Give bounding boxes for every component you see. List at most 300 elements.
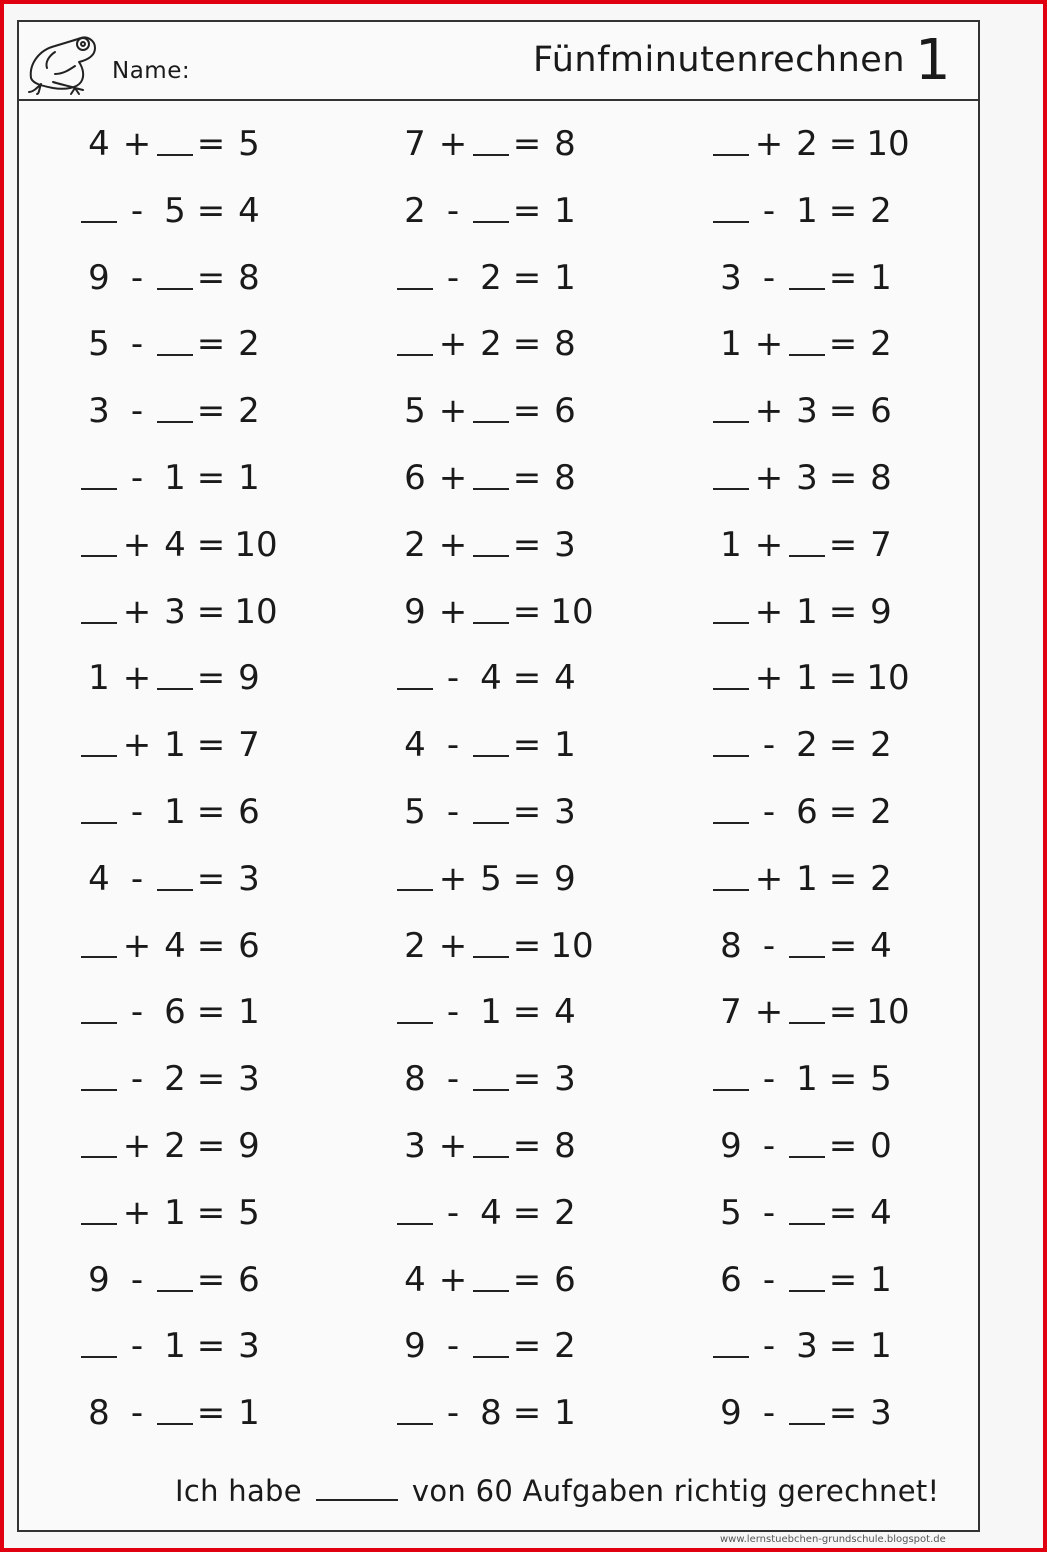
equals-sign: =: [828, 591, 858, 632]
operand-number: 2: [164, 1059, 186, 1100]
equals-sign: =: [512, 324, 542, 365]
operator-sign: -: [762, 792, 776, 832]
operator-sign: -: [130, 190, 144, 231]
math-problem: [397, 1320, 637, 1370]
operator-sign: +: [438, 124, 468, 164]
operator-sign: +: [122, 1126, 152, 1166]
score-sentence-end: von 60 Aufgaben richtig gerechnet!: [411, 1474, 940, 1508]
operand-number: 3: [796, 391, 818, 432]
operand-number: 6: [796, 792, 818, 832]
operand-number: 9: [88, 257, 110, 298]
answer-blank[interactable]: [473, 1256, 509, 1292]
operand-number: 4: [88, 124, 110, 164]
result-number: 6: [238, 1259, 260, 1300]
operator-sign: -: [762, 1059, 776, 1100]
math-problem: [397, 1120, 637, 1170]
equals-sign: =: [196, 257, 226, 298]
operand-number: 1: [796, 858, 818, 899]
operator-sign: +: [754, 458, 784, 498]
result-number: 3: [238, 1326, 260, 1367]
operand-number: 1: [720, 524, 742, 565]
result-number: 8: [870, 458, 892, 498]
answer-blank[interactable]: [473, 922, 509, 958]
operand-number: 1: [164, 792, 186, 832]
operand-number: 4: [404, 1259, 426, 1300]
problem-row: [19, 1120, 978, 1170]
math-problem: [397, 252, 637, 302]
problem-row: [19, 519, 978, 569]
equals-sign: =: [196, 925, 226, 966]
equals-sign: =: [512, 658, 542, 699]
answer-blank[interactable]: [473, 588, 509, 624]
equals-sign: =: [828, 1393, 858, 1434]
answer-blank[interactable]: [397, 1189, 433, 1225]
math-problem: [713, 519, 953, 569]
answer-blank[interactable]: [789, 1189, 825, 1225]
result-number: 5: [238, 124, 260, 164]
operator-sign: +: [122, 591, 152, 632]
operator-sign: -: [130, 458, 144, 498]
operator-sign: -: [446, 1393, 460, 1434]
result-number: 10: [866, 658, 910, 699]
operator-sign: +: [122, 925, 152, 966]
answer-blank[interactable]: [397, 320, 433, 356]
operator-sign: -: [762, 257, 776, 298]
equals-sign: =: [196, 1393, 226, 1434]
operand-number: 4: [480, 1192, 502, 1233]
result-number: 3: [554, 524, 576, 565]
equals-sign: =: [828, 1326, 858, 1367]
operator-sign: +: [438, 858, 468, 899]
result-number: 3: [554, 792, 576, 832]
result-number: 10: [866, 124, 910, 164]
math-problem: [713, 252, 953, 302]
result-number: 10: [550, 925, 594, 966]
result-number: 5: [238, 1192, 260, 1233]
answer-blank[interactable]: [713, 855, 749, 891]
operand-number: 6: [164, 992, 186, 1033]
operand-number: 9: [720, 1126, 742, 1166]
answer-blank[interactable]: [81, 187, 117, 223]
operator-sign: +: [438, 591, 468, 632]
answer-blank[interactable]: [473, 788, 509, 824]
operand-number: 2: [796, 725, 818, 766]
math-problem: [713, 920, 953, 970]
operand-number: 2: [480, 257, 502, 298]
answer-blank[interactable]: [397, 855, 433, 891]
operand-number: 8: [720, 925, 742, 966]
operand-number: 1: [88, 658, 110, 699]
equals-sign: =: [512, 1059, 542, 1100]
equals-sign: =: [828, 925, 858, 966]
math-problem: [713, 318, 953, 368]
result-number: 1: [554, 725, 576, 766]
answer-blank[interactable]: [81, 588, 117, 624]
equals-sign: =: [828, 992, 858, 1033]
math-problem: [397, 118, 637, 168]
operator-sign: +: [438, 1259, 468, 1300]
result-number: 3: [554, 1059, 576, 1100]
equals-sign: =: [196, 124, 226, 164]
result-number: 2: [870, 324, 892, 365]
answer-blank[interactable]: [473, 120, 509, 156]
operand-number: 1: [796, 591, 818, 632]
name-label: Name:: [112, 58, 191, 84]
operand-number: 7: [720, 992, 742, 1033]
website-credit: www.lernstuebchen-grundschule.blogspot.de: [720, 1534, 946, 1545]
answer-blank[interactable]: [473, 1055, 509, 1091]
operator-sign: +: [122, 124, 152, 164]
equals-sign: =: [196, 1326, 226, 1367]
operand-number: 2: [404, 524, 426, 565]
operand-number: 4: [480, 658, 502, 699]
problem-row: [19, 1387, 978, 1437]
operator-sign: -: [130, 1259, 144, 1300]
result-number: 5: [870, 1059, 892, 1100]
answer-blank[interactable]: [397, 654, 433, 690]
operator-sign: -: [446, 1192, 460, 1233]
result-number: 1: [870, 1259, 892, 1300]
equals-sign: =: [828, 792, 858, 832]
math-problem: [713, 118, 953, 168]
answer-blank[interactable]: [789, 254, 825, 290]
operator-sign: -: [762, 1192, 776, 1233]
equals-sign: =: [828, 458, 858, 498]
math-problem: [81, 318, 321, 368]
result-number: 6: [238, 925, 260, 966]
equals-sign: =: [512, 725, 542, 766]
operator-sign: -: [130, 1393, 144, 1434]
operand-number: 6: [404, 458, 426, 498]
problem-row: [19, 1254, 978, 1304]
math-problem: [397, 786, 637, 836]
operator-sign: +: [754, 992, 784, 1033]
operand-number: 2: [404, 190, 426, 231]
operator-sign: +: [438, 524, 468, 565]
result-number: 9: [238, 1126, 260, 1166]
answer-blank[interactable]: [789, 922, 825, 958]
problem-row: [19, 719, 978, 769]
answer-blank[interactable]: [713, 187, 749, 223]
equals-sign: =: [828, 1126, 858, 1166]
score-answer-blank[interactable]: [316, 1475, 398, 1501]
result-number: 4: [870, 925, 892, 966]
operator-sign: -: [446, 190, 460, 231]
equals-sign: =: [196, 591, 226, 632]
equals-sign: =: [512, 190, 542, 231]
operator-sign: -: [446, 1326, 460, 1367]
operator-sign: -: [130, 391, 144, 432]
math-problem: [397, 853, 637, 903]
answer-blank[interactable]: [789, 988, 825, 1024]
math-problem: [81, 118, 321, 168]
operand-number: 1: [796, 1059, 818, 1100]
math-problem: [713, 1120, 953, 1170]
result-number: 1: [238, 1393, 260, 1434]
operand-number: 3: [720, 257, 742, 298]
math-problem: [81, 452, 321, 502]
operator-sign: +: [438, 458, 468, 498]
equals-sign: =: [512, 1259, 542, 1300]
equals-sign: =: [512, 391, 542, 432]
operator-sign: -: [762, 725, 776, 766]
result-number: 10: [234, 524, 278, 565]
result-number: 10: [866, 992, 910, 1033]
equals-sign: =: [828, 1192, 858, 1233]
problem-row: [19, 385, 978, 435]
problem-row: [19, 986, 978, 1036]
result-number: 2: [238, 324, 260, 365]
operand-number: 9: [404, 591, 426, 632]
result-number: 1: [238, 992, 260, 1033]
math-problem: [713, 719, 953, 769]
answer-blank[interactable]: [789, 1256, 825, 1292]
page-title: Fünfminutenrechnen: [533, 40, 906, 80]
answer-blank[interactable]: [81, 1189, 117, 1225]
operator-sign: +: [754, 524, 784, 565]
operator-sign: +: [122, 658, 152, 699]
equals-sign: =: [196, 858, 226, 899]
math-problem: [397, 652, 637, 702]
answer-blank[interactable]: [713, 1322, 749, 1358]
operand-number: 5: [480, 858, 502, 899]
math-problem: [713, 1187, 953, 1237]
math-problem: [397, 986, 637, 1036]
result-number: 7: [238, 725, 260, 766]
operand-number: 4: [404, 725, 426, 766]
equals-sign: =: [512, 591, 542, 632]
operator-sign: -: [130, 257, 144, 298]
problem-row: [19, 252, 978, 302]
result-number: 3: [238, 1059, 260, 1100]
operand-number: 2: [164, 1126, 186, 1166]
equals-sign: =: [196, 1126, 226, 1166]
operand-number: 1: [796, 658, 818, 699]
result-number: 0: [870, 1126, 892, 1166]
answer-blank[interactable]: [713, 588, 749, 624]
math-problem: [81, 920, 321, 970]
math-problem: [81, 853, 321, 903]
result-number: 10: [550, 591, 594, 632]
result-number: 8: [238, 257, 260, 298]
equals-sign: =: [196, 1259, 226, 1300]
math-problem: [713, 1053, 953, 1103]
math-problem: [713, 986, 953, 1036]
operand-number: 9: [720, 1393, 742, 1434]
operator-sign: -: [762, 925, 776, 966]
operand-number: 1: [164, 458, 186, 498]
equals-sign: =: [828, 524, 858, 565]
math-problem: [713, 853, 953, 903]
equals-sign: =: [512, 124, 542, 164]
answer-blank[interactable]: [157, 855, 193, 891]
answer-blank[interactable]: [81, 922, 117, 958]
result-number: 2: [554, 1326, 576, 1367]
equals-sign: =: [512, 458, 542, 498]
equals-sign: =: [828, 257, 858, 298]
math-problem: [397, 318, 637, 368]
answer-blank[interactable]: [157, 1389, 193, 1425]
answer-blank[interactable]: [789, 1389, 825, 1425]
equals-sign: =: [512, 1326, 542, 1367]
answer-blank[interactable]: [473, 387, 509, 423]
result-number: 4: [554, 992, 576, 1033]
answer-blank[interactable]: [81, 1055, 117, 1091]
problem-row: [19, 652, 978, 702]
answer-blank[interactable]: [397, 1389, 433, 1425]
answer-blank[interactable]: [473, 187, 509, 223]
operator-sign: -: [130, 858, 144, 899]
worksheet: [17, 20, 980, 1532]
operator-sign: -: [130, 792, 144, 832]
math-problem: [81, 1187, 321, 1237]
operand-number: 4: [164, 925, 186, 966]
answer-blank[interactable]: [157, 320, 193, 356]
score-sentence-start: Ich habe: [175, 1474, 302, 1508]
equals-sign: =: [512, 925, 542, 966]
result-number: 9: [238, 658, 260, 699]
answer-blank[interactable]: [789, 1122, 825, 1158]
answer-blank[interactable]: [157, 387, 193, 423]
result-number: 8: [554, 1126, 576, 1166]
answer-blank[interactable]: [81, 988, 117, 1024]
operand-number: 3: [88, 391, 110, 432]
math-problem: [81, 252, 321, 302]
result-number: 1: [238, 458, 260, 498]
result-number: 2: [238, 391, 260, 432]
result-number: 7: [870, 524, 892, 565]
problem-row: [19, 853, 978, 903]
equals-sign: =: [828, 391, 858, 432]
problem-row: [19, 920, 978, 970]
answer-blank[interactable]: [473, 1322, 509, 1358]
math-problem: [713, 385, 953, 435]
result-number: 4: [554, 658, 576, 699]
equals-sign: =: [828, 858, 858, 899]
result-number: 4: [238, 190, 260, 231]
answer-blank[interactable]: [81, 521, 117, 557]
math-problem: [81, 786, 321, 836]
operand-number: 5: [720, 1192, 742, 1233]
answer-blank[interactable]: [473, 1122, 509, 1158]
operand-number: 6: [720, 1259, 742, 1300]
math-problem: [397, 185, 637, 235]
operand-number: 7: [404, 124, 426, 164]
operand-number: 1: [720, 324, 742, 365]
equals-sign: =: [512, 1192, 542, 1233]
math-problem: [713, 786, 953, 836]
math-problem: [81, 1387, 321, 1437]
frog-icon: [25, 26, 103, 96]
answer-blank[interactable]: [157, 1256, 193, 1292]
equals-sign: =: [828, 725, 858, 766]
equals-sign: =: [196, 524, 226, 565]
result-number: 3: [870, 1393, 892, 1434]
operator-sign: -: [446, 1059, 460, 1100]
math-problem: [397, 452, 637, 502]
answer-blank[interactable]: [789, 320, 825, 356]
answer-blank[interactable]: [397, 988, 433, 1024]
equals-sign: =: [828, 190, 858, 231]
equals-sign: =: [196, 1192, 226, 1233]
result-number: 6: [238, 792, 260, 832]
problem-row: [19, 185, 978, 235]
operand-number: 1: [480, 992, 502, 1033]
answer-blank[interactable]: [157, 120, 193, 156]
worksheet-header: [19, 22, 978, 101]
answer-blank[interactable]: [473, 721, 509, 757]
result-number: 3: [238, 858, 260, 899]
answer-blank[interactable]: [713, 654, 749, 690]
equals-sign: =: [512, 1126, 542, 1166]
score-sentence: [175, 1474, 939, 1508]
result-number: 1: [870, 257, 892, 298]
result-number: 2: [870, 792, 892, 832]
operand-number: 9: [88, 1259, 110, 1300]
operand-number: 5: [164, 190, 186, 231]
operand-number: 8: [480, 1393, 502, 1434]
operand-number: 8: [404, 1059, 426, 1100]
answer-blank[interactable]: [789, 521, 825, 557]
result-number: 6: [554, 391, 576, 432]
answer-blank[interactable]: [81, 1122, 117, 1158]
math-problem: [397, 1254, 637, 1304]
problem-row: [19, 1187, 978, 1237]
math-problem: [81, 185, 321, 235]
math-problem: [713, 1320, 953, 1370]
answer-blank[interactable]: [473, 521, 509, 557]
equals-sign: =: [828, 1059, 858, 1100]
answer-blank[interactable]: [81, 788, 117, 824]
answer-blank[interactable]: [473, 454, 509, 490]
answer-blank[interactable]: [397, 254, 433, 290]
result-number: 2: [554, 1192, 576, 1233]
math-problem: [713, 1254, 953, 1304]
answer-blank[interactable]: [713, 454, 749, 490]
answer-blank[interactable]: [713, 120, 749, 156]
equals-sign: =: [828, 324, 858, 365]
answer-blank[interactable]: [81, 721, 117, 757]
answer-blank[interactable]: [157, 254, 193, 290]
result-number: 8: [554, 124, 576, 164]
answer-blank[interactable]: [81, 1322, 117, 1358]
answer-blank[interactable]: [713, 721, 749, 757]
math-problem: [713, 452, 953, 502]
operand-number: 5: [404, 391, 426, 432]
answer-blank[interactable]: [81, 454, 117, 490]
operand-number: 8: [88, 1393, 110, 1434]
result-number: 2: [870, 858, 892, 899]
problem-row: [19, 318, 978, 368]
math-problem: [397, 519, 637, 569]
result-number: 8: [554, 324, 576, 365]
operand-number: 3: [796, 458, 818, 498]
problem-row: [19, 1320, 978, 1370]
operator-sign: -: [446, 658, 460, 699]
equals-sign: =: [828, 124, 858, 164]
answer-blank[interactable]: [713, 387, 749, 423]
problem-row: [19, 452, 978, 502]
result-number: 1: [554, 190, 576, 231]
operator-sign: -: [446, 992, 460, 1033]
result-number: 2: [870, 190, 892, 231]
math-problem: [397, 920, 637, 970]
operator-sign: +: [122, 1192, 152, 1233]
answer-blank[interactable]: [713, 1055, 749, 1091]
answer-blank[interactable]: [157, 654, 193, 690]
answer-blank[interactable]: [713, 788, 749, 824]
equals-sign: =: [196, 658, 226, 699]
